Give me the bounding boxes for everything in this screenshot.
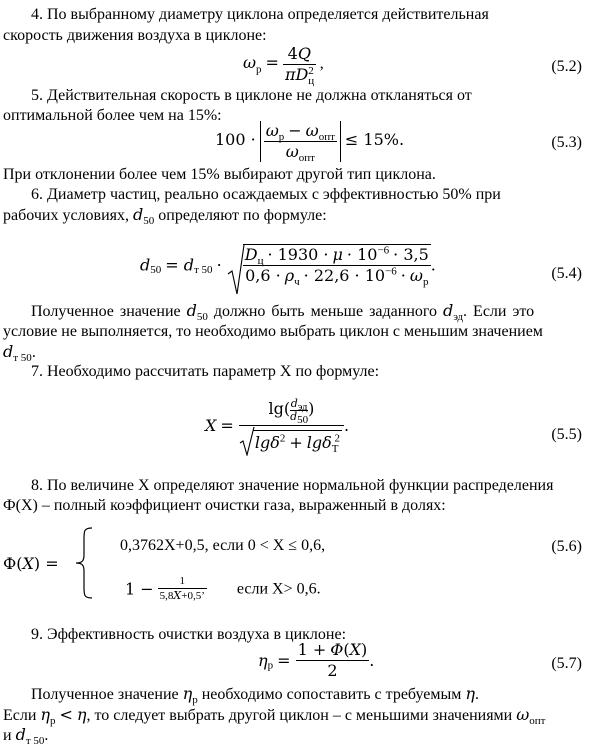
p8-line1: 8. По величине X определяют значение нормальной функции распределения [31, 477, 554, 494]
p9-after2-a: Если [3, 707, 37, 724]
p6-after1-a: Полученное значение [31, 303, 181, 320]
sqrt-sign-icon [227, 244, 245, 296]
p5-after: При отклонении более чем 15% выбирают другой тип циклона. [3, 166, 436, 183]
p6-after1-c: . Если это [463, 303, 535, 320]
p6-line1: 6. Диаметр частиц, реально осаждаемых с эффективностью 50% при [31, 186, 501, 203]
p9-after-line3: и $d_{т 50}$. [3, 725, 49, 747]
p6-line2-pre: рабочих условиях, [3, 207, 129, 224]
p9-after1: Полученное значение [31, 686, 179, 703]
case-2-condition: если X> 0,6. [236, 580, 321, 598]
eq-num-5-4: (5.4) [551, 265, 582, 282]
eq-num-5-5: (5.5) [551, 426, 582, 443]
equation-5-3: 100 · $\frac{\omega_р - \omega_{опт}}{\omega_{опт}}$ ≤ 15%. [215, 121, 405, 165]
p9-after1-b: необходимо сопоставить с требуемым [201, 686, 462, 703]
p4-line2: скорость движения воздуха в циклоне: [3, 27, 267, 44]
p6-after1-b: должно быть меньше заданного [213, 303, 438, 320]
p5-line1: 5. Действительная скорость в циклоне не должна откланяться от [31, 87, 472, 104]
eq-num-5-3: (5.3) [551, 134, 582, 151]
equation-5-2: $\omega_р$ = $\frac{4Q}{\pi D_ц^2}$ , [243, 44, 324, 88]
p9-after-line1: Полученное значение $\eta_р$ необходимо сопоставить с требуемым η. [31, 684, 479, 707]
equation-5-7: $\eta_р$ = $\frac{1 + \Phi(X)}{2}$ . [258, 640, 375, 680]
p9-line1: 9. Эффективность очистки воздуха в циклоне: [31, 626, 347, 643]
case-1: 0,3762X+0,5, если 0 < X ≤ 0,6, [120, 537, 326, 554]
p7-line1: 7. Необходимо рассчитать параметр X по формуле: [31, 363, 380, 380]
left-brace-icon [74, 527, 94, 599]
p6-after-line3: $d_{т 50}$. [3, 342, 36, 365]
eq-num-5-2: (5.2) [551, 58, 582, 75]
p6-after-line1: Полученное значение $d_{50}$ должно быть меньше заданного $d_{эд}$. Если это [31, 301, 535, 324]
p9-after2-b: , то следует выбрать другой циклон – с меньшими значениями [86, 707, 513, 724]
equation-5-5: X = lg( $d_{эд}$ $d_{50}$ ) lgδ$^2$ + lgδ$_T^2$ . [205, 397, 350, 456]
p9-after3: и [3, 727, 12, 744]
eq-num-5-6: (5.6) [551, 538, 582, 555]
p9-after-line2: Если $\eta_р < \eta$, то следует выбрать другой циклон – с меньшими значениями $\omega_{опт}$ [3, 705, 546, 728]
p4-line1: 4. По выбранному диаметру циклона определяется действительная [31, 6, 489, 23]
eq-num-5-7: (5.7) [551, 655, 582, 672]
equation-5-6-lhs: Ф(X) = [3, 554, 59, 573]
p6-line2: рабочих условиях, $d_{50}$ определяют по формуле: [3, 205, 327, 228]
sqrt-sign-icon [239, 426, 255, 456]
p6-after-line2: условие не выполняется, то необходимо выбрать циклон с меньшим значением [3, 323, 543, 340]
p8-line2: Ф(X) – полный коэффициент очистки газа, выраженный в долях: [3, 497, 446, 514]
p6-line2-post: определяют по формуле: [158, 207, 327, 224]
case-2: 1 − $\frac{1}{5,8X+0,5’}$ если X> 0,6. [125, 575, 321, 602]
equation-5-4: $d_{50} = d_{т 50}$ · $\frac{D_ц \cdot 1930 \cdot \mu \cdot 10^{-6} \cdot 3,5}{0,6 \cdot \rho_ч \cdot 22,6 \cdot 10^{-6} \cdot \omega_р}$ . [140, 244, 436, 286]
p5-line2: оптимальной более чем на 15%: [3, 107, 222, 124]
